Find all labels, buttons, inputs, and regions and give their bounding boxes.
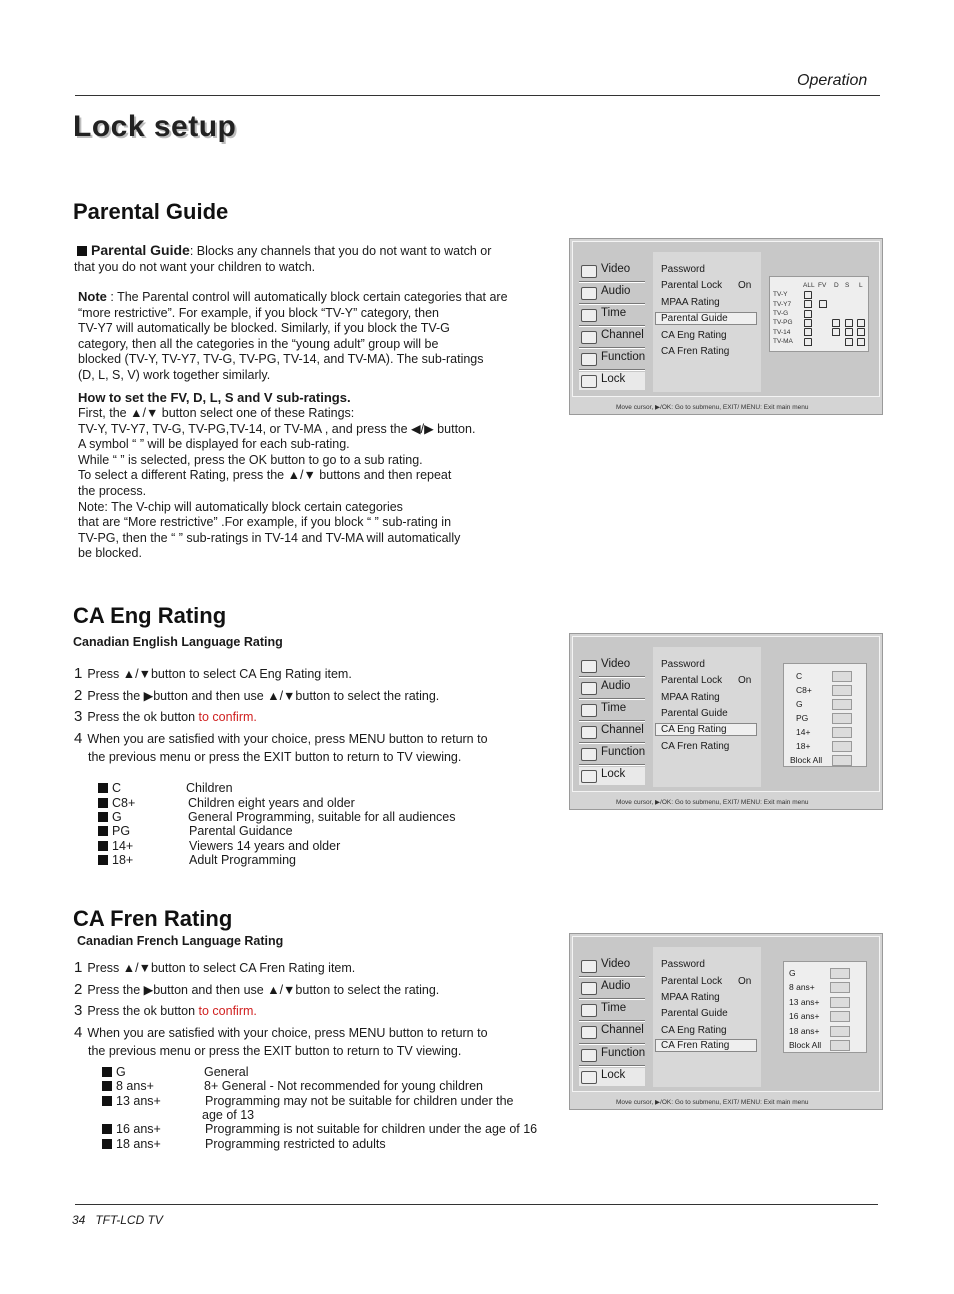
menu-item-video[interactable]: Video xyxy=(579,262,645,280)
menu-item-channel[interactable]: Channel xyxy=(579,1023,645,1041)
submenu-parental-guide[interactable]: Parental Guide xyxy=(655,312,757,325)
osd-ca-eng xyxy=(569,633,883,810)
menu-item-channel[interactable]: Channel xyxy=(579,723,645,741)
osd-footer: Move cursor, ▶/OK: Go to submenu, EXIT/ MENU: Exit main menu xyxy=(616,799,809,806)
menu-item-video[interactable]: Video xyxy=(579,957,645,975)
channel-icon xyxy=(581,1026,597,1039)
menu-item-audio[interactable]: Audio xyxy=(579,679,645,697)
ca-fren-step-1: 1 Press ▲/▼button to select CA Fren Rating item. xyxy=(74,959,356,976)
page-footer: 34 TFT-LCD TV xyxy=(72,1213,163,1227)
video-icon xyxy=(581,660,597,673)
parental-note: Note : The Parental control will automatically block certain categories that are “more restrictive”. For example, if you block “TV-Y” category, then TV-Y7 will automatically be blocked. Similarly, if you block the TV-G category, then all the categories in the “young adult” group will be blocked (TV-Y, TV-Y7, TV-G, TV-PG, TV-14, and TV-MA). The sub-ratings (D, L, S, V) work together similarly. xyxy=(78,289,508,382)
submenu-ca-eng[interactable]: CA Eng Rating xyxy=(655,723,757,736)
submenu-password[interactable]: Password xyxy=(661,659,705,670)
menu-item-lock[interactable]: Lock xyxy=(579,372,645,390)
menu-item-time[interactable]: Time xyxy=(579,306,645,324)
function-icon xyxy=(581,748,597,761)
lock-icon xyxy=(581,770,597,783)
channel-icon xyxy=(581,331,597,344)
ca-fren-heading: CA Fren Rating xyxy=(73,906,233,931)
lock-icon xyxy=(581,1071,597,1084)
page-title: Lock setup xyxy=(73,110,237,143)
parental-intro: Parental Guide: Blocks any channels that you do not want to watch or that you do not want your children to watch. xyxy=(74,242,492,274)
submenu-ca-eng[interactable]: CA Eng Rating xyxy=(661,1025,727,1036)
menu-item-time[interactable]: Time xyxy=(579,1001,645,1019)
ca-fren-subheading: Canadian French Language Rating xyxy=(77,934,284,948)
lock-submenu xyxy=(653,252,761,392)
submenu-password[interactable]: Password xyxy=(661,959,705,970)
menu-item-function[interactable]: Function xyxy=(579,350,645,368)
ca-eng-step-4-cont: the previous menu or press the EXIT button to return to TV viewing. xyxy=(88,750,462,764)
ca-fren-step-4-cont: the previous menu or press the EXIT button to return to TV viewing. xyxy=(88,1044,462,1058)
osd-footer: Move cursor, ▶/OK: Go to submenu, EXIT/ MENU: Exit main menu xyxy=(616,404,809,411)
ca-fren-step-4: 4 When you are satisfied with your choice, press MENU button to return to xyxy=(74,1024,488,1041)
clock-icon xyxy=(581,309,597,322)
menu-item-lock[interactable]: Lock xyxy=(579,1068,645,1086)
submenu-ca-fren[interactable]: CA Fren Rating xyxy=(655,1039,757,1052)
menu-item-lock[interactable]: Lock xyxy=(579,767,645,785)
ca-eng-rating-list: C C8+ G PG 14+ 18+ Block All xyxy=(783,663,867,767)
submenu-parental-guide[interactable]: Parental Guide xyxy=(661,708,728,719)
menu-item-time[interactable]: Time xyxy=(579,701,645,719)
parental-guide-heading: Parental Guide xyxy=(73,199,229,224)
tv-rating-grid: ALL FV D S L TV-Y TV-Y7 TV-G TV-PG TV-14 TV-MA xyxy=(769,276,869,352)
menu-item-audio[interactable]: Audio xyxy=(579,284,645,302)
channel-icon xyxy=(581,726,597,739)
osd-parental-guide xyxy=(569,238,883,415)
clock-icon xyxy=(581,704,597,717)
submenu-password[interactable]: Password xyxy=(661,264,705,275)
ca-eng-step-2: 2 Press the ▶button and then use ▲/▼button to select the rating. xyxy=(74,687,440,704)
ca-eng-heading: CA Eng Rating xyxy=(73,603,227,628)
menu-item-audio[interactable]: Audio xyxy=(579,979,645,997)
ca-eng-step-1: 1 Press ▲/▼button to select CA Eng Rating item. xyxy=(74,665,352,682)
menu-item-function[interactable]: Function xyxy=(579,745,645,763)
howto-heading: How to set the FV, D, L, S and V sub-ratings. xyxy=(78,390,351,405)
ca-eng-subheading: Canadian English Language Rating xyxy=(73,635,283,649)
osd-footer: Move cursor, ▶/OK: Go to submenu, EXIT/ MENU: Exit main menu xyxy=(616,1099,809,1106)
clock-icon xyxy=(581,1004,597,1017)
bullet-square-icon xyxy=(77,246,87,256)
section-label: Operation xyxy=(797,72,868,89)
menu-item-function[interactable]: Function xyxy=(579,1046,645,1064)
menu-item-channel[interactable]: Channel xyxy=(579,328,645,346)
submenu-mpaa[interactable]: MPAA Rating xyxy=(661,692,720,703)
submenu-parental-lock[interactable]: Parental Lock On xyxy=(661,976,752,987)
ca-eng-step-4: 4 When you are satisfied with your choice, press MENU button to return to xyxy=(74,730,488,747)
footer-rule xyxy=(75,1204,878,1205)
audio-icon xyxy=(581,682,597,695)
osd-ca-fren xyxy=(569,933,883,1110)
video-icon xyxy=(581,960,597,973)
lock-submenu xyxy=(653,947,761,1087)
ca-fren-step-3: 3 Press the ok button to confirm. xyxy=(74,1002,257,1019)
submenu-ca-eng[interactable]: CA Eng Rating xyxy=(661,330,727,341)
submenu-ca-fren[interactable]: CA Fren Rating xyxy=(661,741,730,752)
audio-icon xyxy=(581,287,597,300)
submenu-parental-guide[interactable]: Parental Guide xyxy=(661,1008,728,1019)
menu-item-video[interactable]: Video xyxy=(579,657,645,675)
ca-eng-step-3: 3 Press the ok button to confirm. xyxy=(74,708,257,725)
video-icon xyxy=(581,265,597,278)
ca-fren-step-2: 2 Press the ▶button and then use ▲/▼button to select the rating. xyxy=(74,981,440,998)
submenu-ca-fren[interactable]: CA Fren Rating xyxy=(661,346,730,357)
header-rule xyxy=(75,95,880,96)
submenu-mpaa[interactable]: MPAA Rating xyxy=(661,992,720,1003)
function-icon xyxy=(581,353,597,366)
ca-fren-rating-list: G 8 ans+ 13 ans+ 16 ans+ 18 ans+ Block All xyxy=(783,961,867,1053)
howto-body: First, the ▲/▼ button select one of these Ratings: TV-Y, TV-Y7, TV-G, TV-PG,TV-14, or TV-MA , and press the ◀/▶ button. A symbol “ ” will be displayed for each sub-rating. While “ ” is selected, press the OK button to go to a sub rating. To select a different Rating, press the ▲/▼ buttons and then repeat the process. Note: The V-chip will automatically block certain categories that are “More restrictive” .For example, if you block “ ” sub-rating in TV-PG, then the “ ” sub-ratings in TV-14 and TV-MA will automatically be blocked. xyxy=(78,406,476,561)
submenu-mpaa[interactable]: MPAA Rating xyxy=(661,297,720,308)
lock-submenu xyxy=(653,647,761,787)
submenu-parental-lock[interactable]: Parental Lock On xyxy=(661,675,752,686)
submenu-parental-lock[interactable]: Parental Lock On xyxy=(661,280,752,291)
lock-icon xyxy=(581,375,597,388)
audio-icon xyxy=(581,982,597,995)
function-icon xyxy=(581,1049,597,1062)
